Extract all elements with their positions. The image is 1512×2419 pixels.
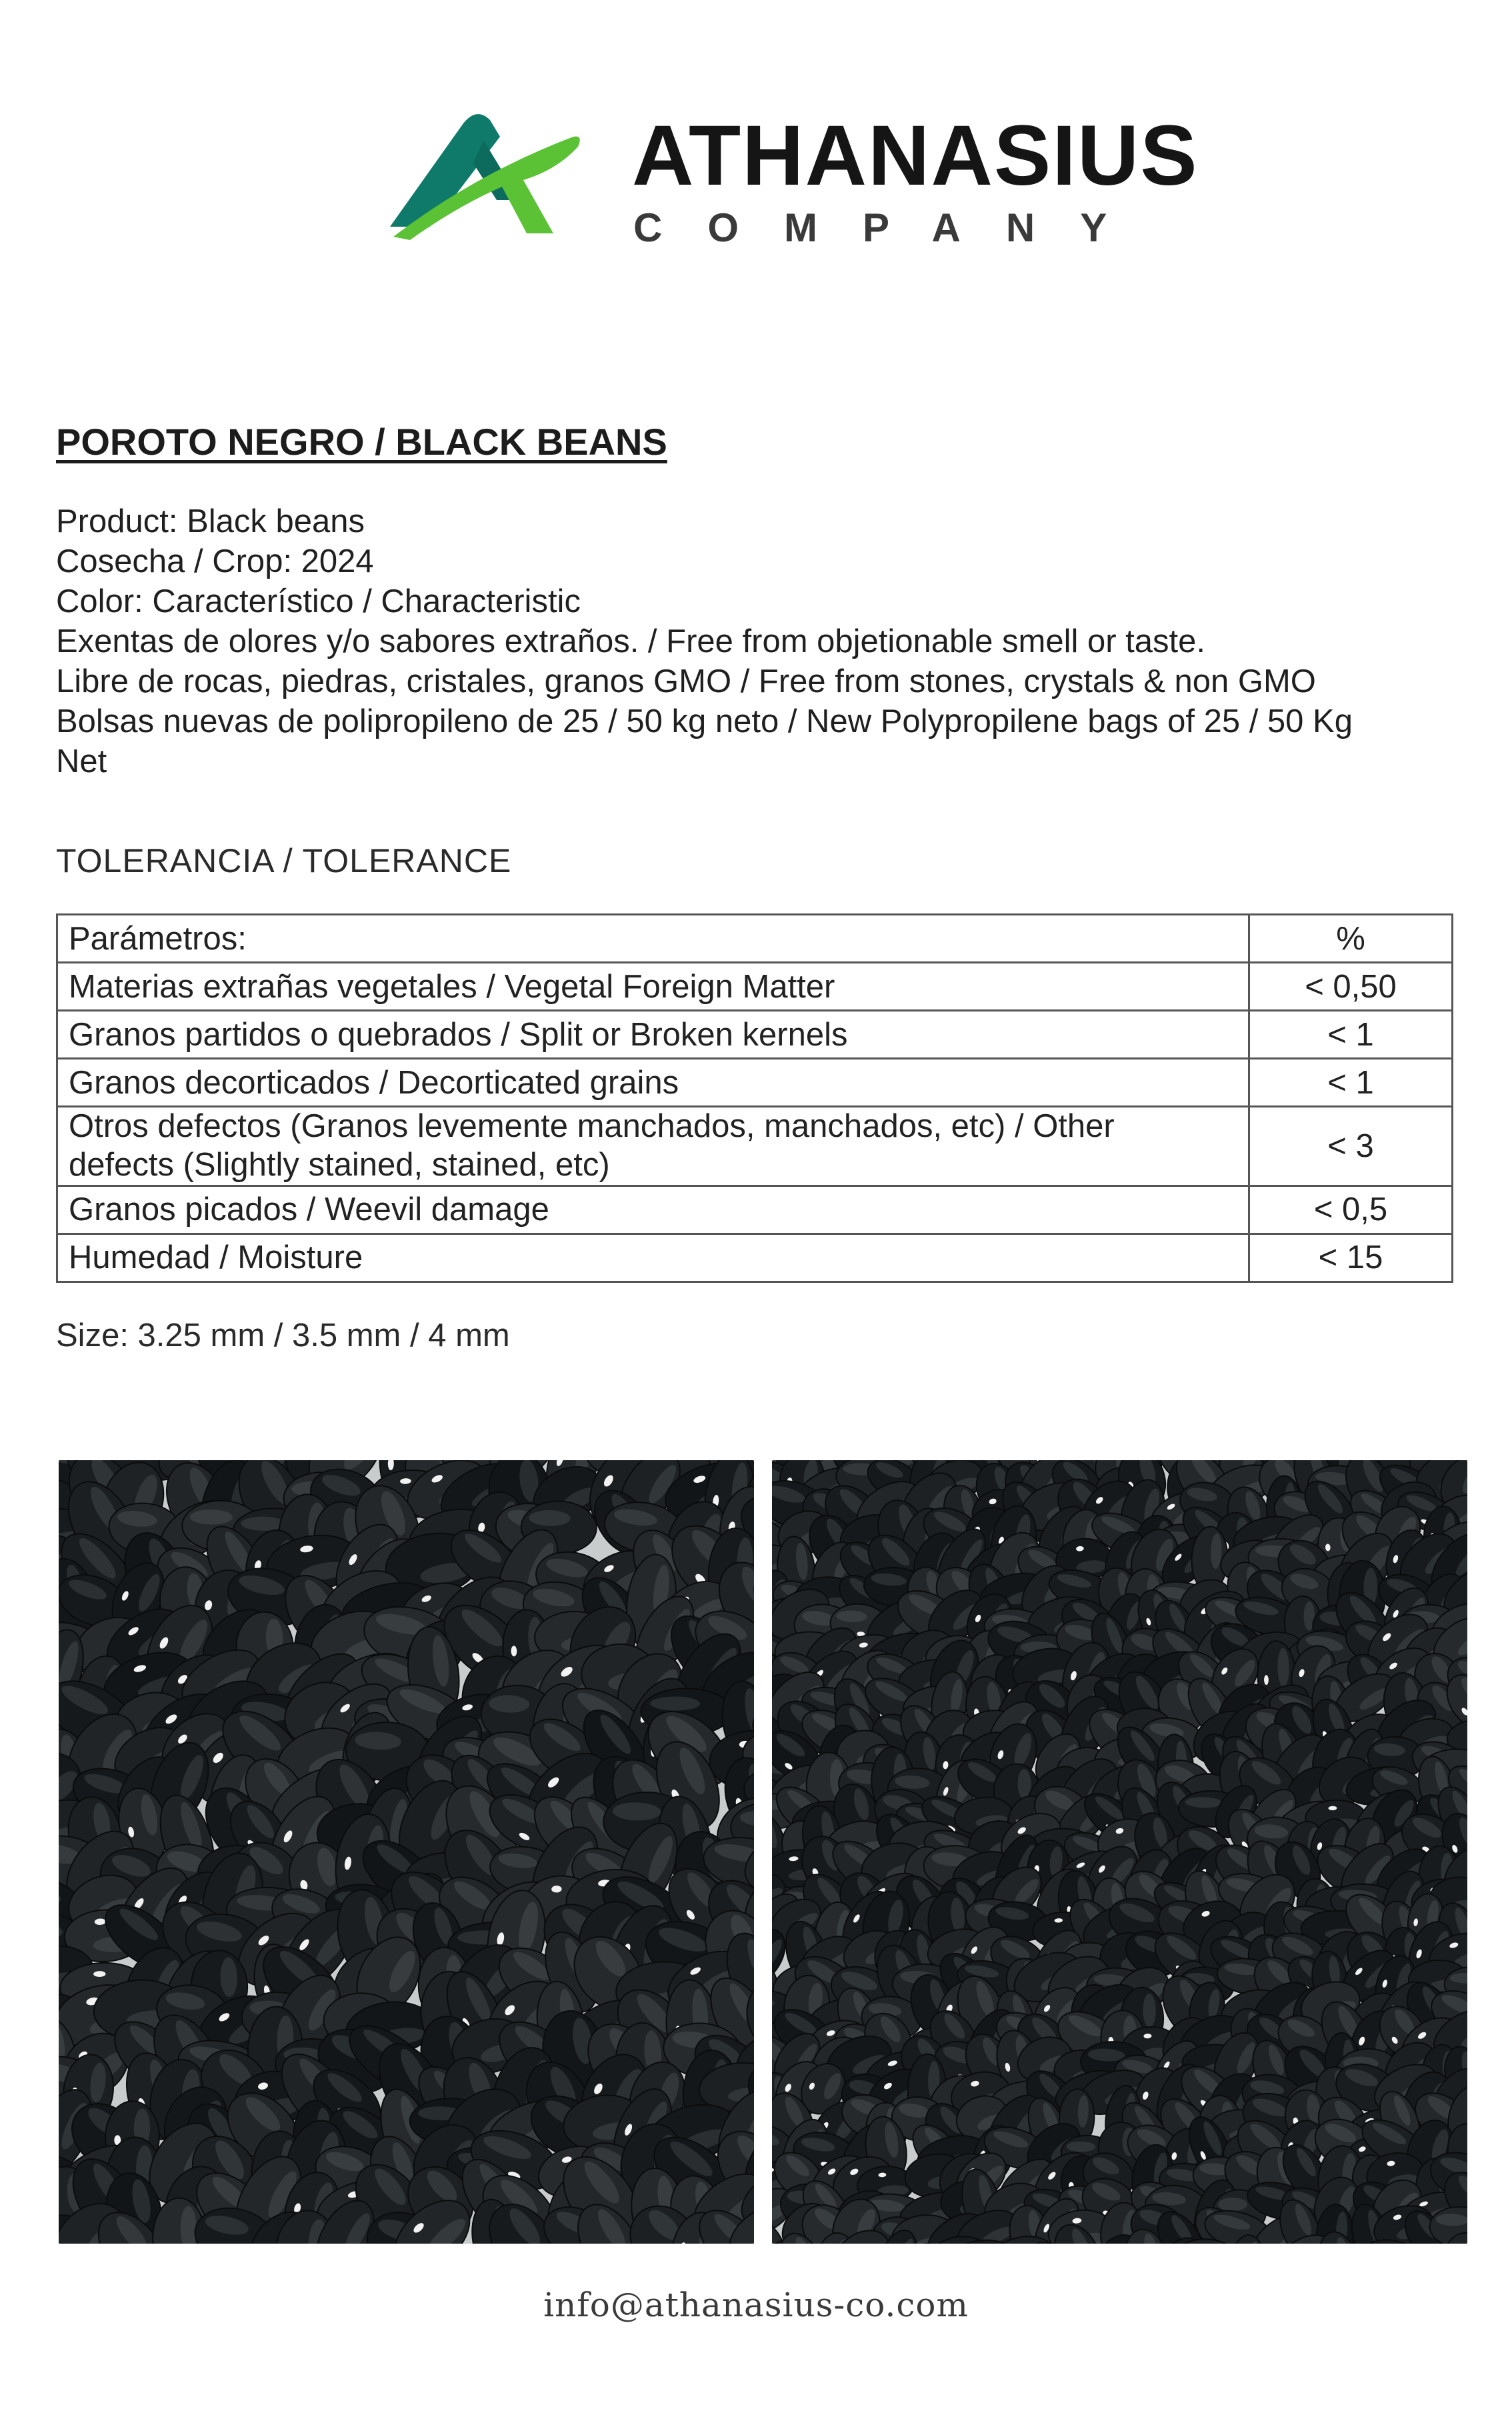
param-cell: Granos partidos o quebrados / Split or Broken kernels xyxy=(57,1011,1249,1059)
spec-bags-net: Net xyxy=(56,743,107,779)
table-row xyxy=(57,1107,1453,1186)
param-cell: Granos picados / Weevil damage xyxy=(57,1185,1249,1234)
size-spec: Size: 3.25 mm / 3.5 mm / 4 mm xyxy=(56,1318,510,1354)
table-row xyxy=(57,1234,1453,1282)
value-cell: < 0,50 xyxy=(1249,963,1453,1011)
value-cell: < 3 xyxy=(1249,1107,1453,1186)
table-header-row xyxy=(57,915,1453,963)
param-cell: Materias extrañas vegetales / Vegetal Foreign Matter xyxy=(57,963,1249,1011)
param-cell: Granos decorticados / Decorticated grains xyxy=(57,1059,1249,1107)
brand-name: ATHANASIUS xyxy=(632,108,1199,203)
tolerance-heading: TOLERANCIA / TOLERANCE xyxy=(56,842,512,879)
contact-email[interactable]: info@athanasius-co.com xyxy=(543,2286,969,2324)
product-title: POROTO NEGRO / BLACK BEANS xyxy=(56,421,667,463)
brand-subtitle: COMPANY xyxy=(633,205,1153,250)
value-cell: < 1 xyxy=(1249,1059,1453,1107)
table-row xyxy=(57,1011,1453,1059)
spec-color: Color: Característico / Characteristic xyxy=(56,583,581,619)
company-logo-icon xyxy=(383,100,587,250)
value-cell: < 15 xyxy=(1249,1234,1453,1282)
param-line-1: Otros defectos (Granos levemente manchados, manchados, etc) / Other xyxy=(69,1108,1115,1144)
table-row xyxy=(57,1185,1453,1234)
param-line-2: defects (Slightly stained, stained, etc) xyxy=(69,1146,610,1183)
tolerance-table xyxy=(56,913,1453,1283)
spec-stones: Libre de rocas, piedras, cristales, granos GMO / Free from stones, crystals & non GMO xyxy=(56,663,1316,699)
param-cell: Humedad / Moisture xyxy=(57,1234,1249,1282)
spec-crop: Cosecha / Crop: 2024 xyxy=(56,543,374,579)
black-beans-photo-left xyxy=(59,1460,754,2244)
spec-bags: Bolsas nuevas de polipropileno de 25 / 50 kg neto / New Polypropilene bags of 25 / 50 Kg xyxy=(56,703,1353,739)
spec-smell: Exentas de olores y/o sabores extraños. / Free from objetionable smell or taste. xyxy=(56,623,1206,659)
table-row xyxy=(57,1059,1453,1107)
beans-image-icon xyxy=(772,1460,1467,2244)
black-beans-photo-right xyxy=(772,1460,1467,2244)
value-cell: < 1 xyxy=(1249,1011,1453,1059)
header-percent: % xyxy=(1249,915,1453,963)
beans-image-icon xyxy=(59,1460,754,2244)
header-param: Parámetros: xyxy=(57,915,1249,963)
param-cell xyxy=(57,1107,1249,1186)
value-cell: < 0,5 xyxy=(1249,1185,1453,1234)
spec-product: Product: Black beans xyxy=(56,503,365,539)
table-row xyxy=(57,963,1453,1011)
